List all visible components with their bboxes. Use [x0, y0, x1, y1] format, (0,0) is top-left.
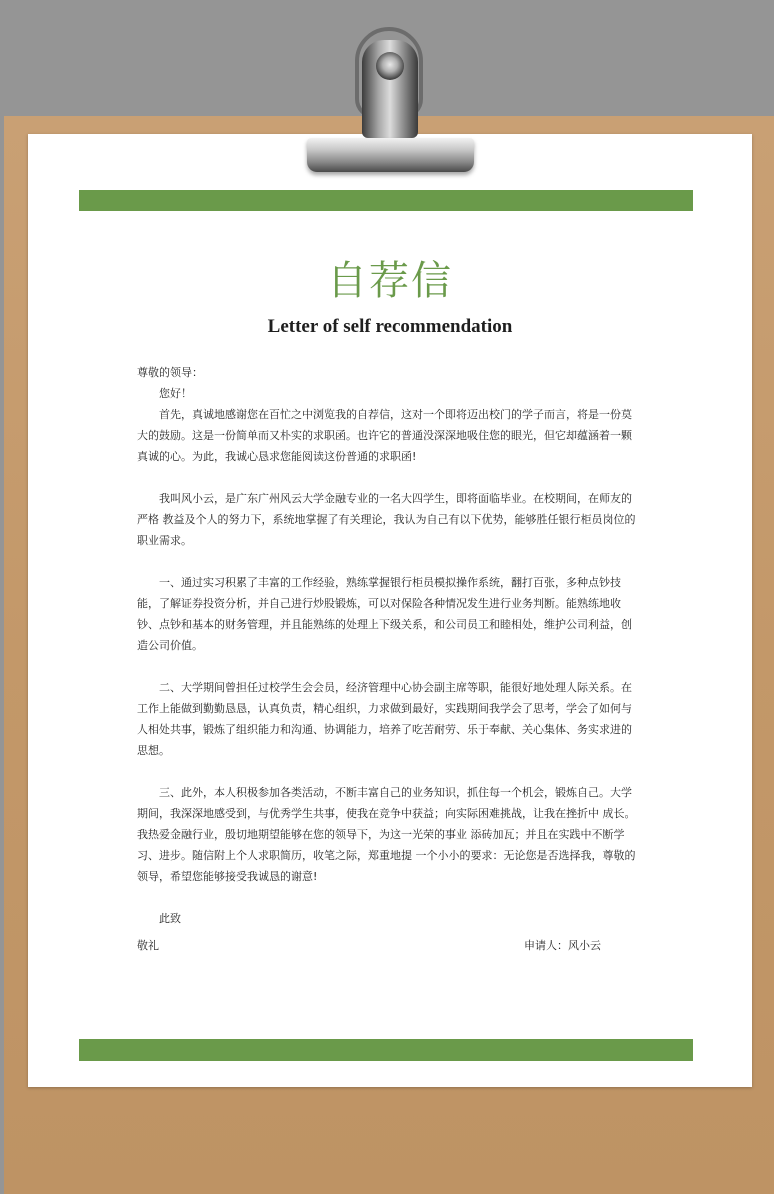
- header-accent-bar: [79, 190, 693, 211]
- letter-paper: [28, 134, 752, 1087]
- signature-row: [137, 935, 601, 956]
- regards: 敬礼: [137, 939, 159, 952]
- salutation: 尊敬的领导：: [137, 366, 203, 379]
- footer-accent-bar: [79, 1039, 693, 1061]
- letter-title-english: Letter of self recommendation: [267, 316, 513, 337]
- binder-clip-rivet: [376, 52, 404, 80]
- paragraph-point-three: 三、此外，本人积极参加各类活动，不断丰富自己的业务知识，抓住每一个机会，锻炼自己。大学期间，我深深地感受到，与优秀学生共事，使我在竞争中获益；向实际困难挑战，让我在挫折中 成长。我热爱金融行业，殷切地期望能够在您的领导下，为这一光荣的事业 添砖加瓦；并且在实践中不断学习、进步。随信附上个人求职简历，收笔之际，郑重地提 一个小小的要求：无论您是否选择我，尊敬的领导，希望您能够接受我诚恳的谢意!: [137, 786, 636, 883]
- paragraph-self-introduction: 我叫风小云，是广东广州风云大学金融专业的一名大四学生，即将面临毕业。在校期间，在师友的严格 教益及个人的努力下，系统地掌握了有关理论，我认为自己有以下优势，能够胜任银行柜员岗位的职业需求。: [137, 492, 636, 547]
- paragraph-intro: 首先，真诚地感谢您在百忙之中浏览我的自荐信，这对一个即将迈出校门的学子而言，将是一份莫大的鼓励。这是一份简单而又朴实的求职函。也许它的普通没深深地吸住您的眼光，但它却蕴涵着一颗真诚的心。为此，我诚心恳求您能阅读这份普通的求职函!: [137, 408, 632, 463]
- signature: 申请人：风小云: [524, 939, 601, 952]
- paragraph-point-two: 二、大学期间曾担任过校学生会会员，经济管理中心协会副主席等职，能很好地处理人际关系。在工作上能做到勤勤恳恳，认真负责，精心组织，力求做到最好，实践期间我学会了思考，学会了如何与人相处共事，锻炼了组织能力和沟通、协调能力，培养了吃苦耐劳、乐于奉献、关心集体、务实求进的思想。: [137, 681, 632, 757]
- closing: 此致: [159, 912, 181, 925]
- letter-title-chinese: 自荐信: [327, 258, 453, 304]
- greeting: 您好！: [159, 387, 192, 400]
- paragraph-point-one: 一、通过实习积累了丰富的工作经验，熟练掌握银行柜员模拟操作系统，翻打百张，多种点钞技能，了解证券投资分析，并自己进行炒股锻炼，可以对保险各种情况发生进行业务判断。能熟练地收钞、点钞和基本的财务管理，并且能熟练的处理上下级关系，和公司员工和睦相处，维护公司利益，创造公司价值。: [137, 576, 632, 652]
- binder-clip-base: [307, 138, 474, 172]
- letter-body: [137, 362, 637, 956]
